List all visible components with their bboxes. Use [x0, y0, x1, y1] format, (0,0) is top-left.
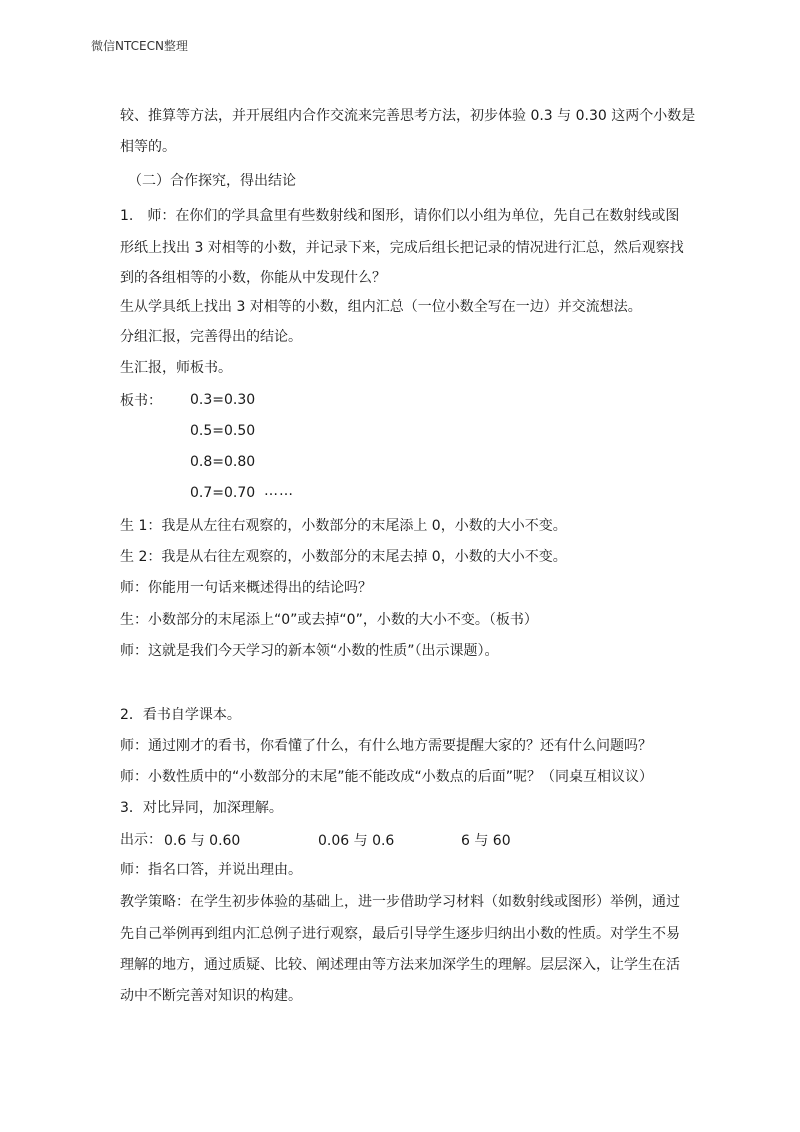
board-ellipsis: …… — [264, 483, 294, 499]
paragraph-line: 动中不断完善对知识的构建。 — [120, 988, 302, 1004]
paragraph-line: 相等的。 — [120, 139, 176, 155]
paragraph-line: 生从学具纸上找出 3 对相等的小数，组内汇总（一位小数全写在一边）并交流想法。 — [120, 299, 642, 315]
paragraph-line: 生 2：我是从右往左观察的，小数部分的末尾去掉 0，小数的大小不变。 — [120, 549, 567, 565]
paragraph-line: 3．对比异同，加深理解。 — [120, 800, 283, 816]
board-equation: 0.5=0.50 — [190, 423, 256, 439]
board-equation: 0.8=0.80 — [190, 454, 256, 470]
page-header: 微信NTCECN整理 — [91, 39, 188, 53]
paragraph-line: 教学策略：在学生初步体验的基础上，进一步借助学习材料（如数射线或图形）举例，通过 — [120, 894, 680, 910]
board-label: 板书： — [120, 393, 162, 409]
paragraph-line: 分组汇报，完善得出的结论。 — [120, 329, 302, 345]
compare-pair: 0.6 与 0.60 — [164, 833, 241, 849]
paragraph-line: 师：指名口答，并说出理由。 — [120, 862, 302, 878]
paragraph-line: 较、推算等方法，并开展组内合作交流来完善思考方法，初步体验 0.3 与 0.30 这两个小数是 — [120, 108, 696, 124]
compare-label: 出示： — [120, 832, 162, 848]
paragraph-line: 2．看书自学课本。 — [120, 707, 241, 723]
board-equation: 0.7=0.70 — [190, 485, 256, 501]
paragraph-line: 到的各组相等的小数，你能从中发现什么？ — [120, 270, 386, 286]
compare-pair: 6 与 60 — [461, 833, 511, 849]
paragraph-line: 生 1：我是从左往右观察的，小数部分的末尾添上 0，小数的大小不变。 — [120, 518, 567, 534]
section-title: （二）合作探究，得出结论 — [128, 173, 296, 189]
paragraph-line: 理解的地方，通过质疑、比较、阐述理由等方法来加深学生的理解。层层深入，让学生在活 — [120, 957, 680, 973]
paragraph-line: 先自己举例再到组内汇总例子进行观察，最后引导学生逐步归纳出小数的性质。对学生不易 — [120, 926, 680, 942]
board-equation: 0.3=0.30 — [190, 392, 256, 408]
paragraph-line: 师：小数性质中的“小数部分的末尾”能不能改成“小数点的后面”呢？（同桌互相议议） — [120, 769, 654, 785]
paragraph-line: 形纸上找出 3 对相等的小数，并记录下来，完成后组长把记录的情况进行汇总，然后观察找 — [120, 240, 684, 256]
paragraph-line: 1. 师：在你们的学具盒里有些数射线和图形，请你们以小组为单位，先自己在数射线或图 — [120, 208, 680, 224]
paragraph-line: 师：这就是我们今天学习的新本领“小数的性质”（出示课题）。 — [120, 643, 499, 659]
paragraph-line: 生：小数部分的末尾添上“0”或去掉“0”，小数的大小不变。（板书） — [120, 612, 538, 628]
compare-pair: 0.06 与 0.6 — [318, 833, 395, 849]
paragraph-line: 生汇报，师板书。 — [120, 360, 232, 376]
paragraph-line: 师：你能用一句话来概述得出的结论吗？ — [120, 580, 372, 596]
paragraph-line: 师：通过刚才的看书，你看懂了什么，有什么地方需要提醒大家的？还有什么问题吗？ — [120, 738, 652, 754]
